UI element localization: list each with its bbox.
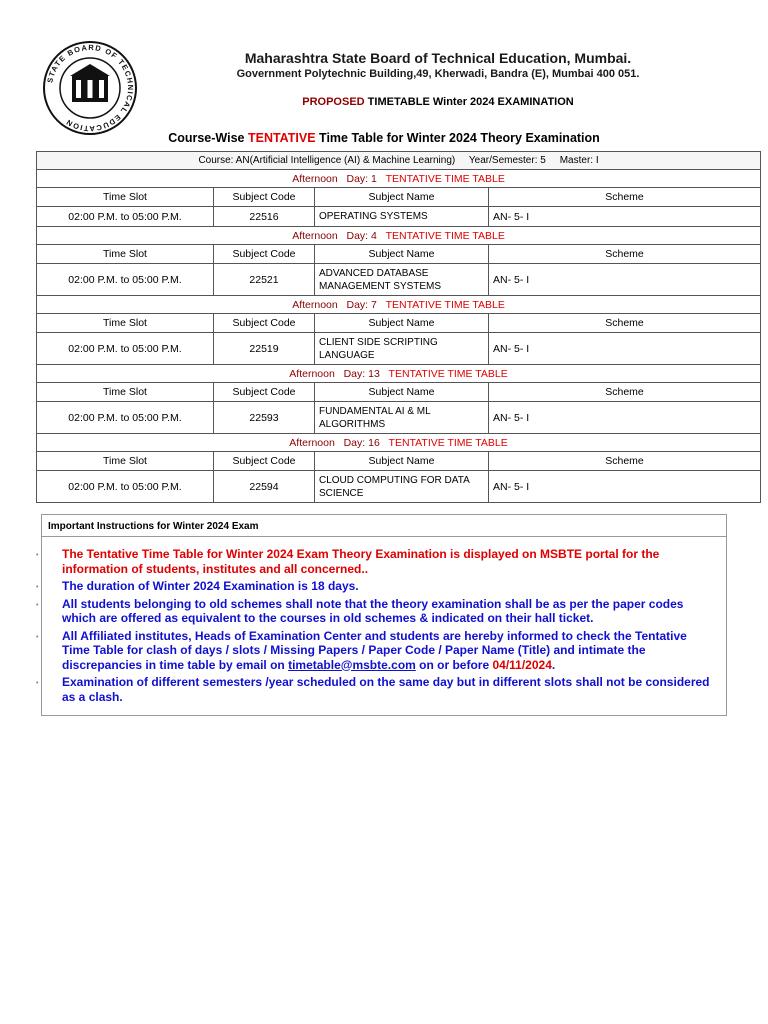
session-label: Afternoon <box>292 229 338 242</box>
day-header <box>37 296 761 314</box>
time-slot: 02:00 P.M. to 05:00 P.M. <box>37 207 214 227</box>
subject-name: FUNDAMENTAL AI & ML ALGORITHMS <box>315 402 489 434</box>
col-subject-code: Subject Code <box>214 188 315 207</box>
day-header <box>37 227 761 245</box>
table-row <box>37 402 761 434</box>
timetable <box>36 151 761 503</box>
subject-code: 22519 <box>214 333 315 365</box>
tentative-tag: TENTATIVE TIME TABLE <box>385 172 505 185</box>
deadline-date: 04/11/2024 <box>492 657 552 672</box>
subject-code: 22593 <box>214 402 315 434</box>
col-subject-code: Subject Code <box>214 452 315 471</box>
table-row <box>37 333 761 365</box>
instructions-list <box>42 547 726 704</box>
day-label: Day: 4 <box>346 229 377 242</box>
msbte-logo <box>42 40 138 136</box>
instruction-text: All Affiliated institutes, Heads of Examination Center and students are hereby informed to check the Tentative Time Table for clash of days / slots / Missing Papers / Paper Code / Paper Name (Title) and intimate the discrepancies in time table by email on <box>62 628 687 672</box>
col-subject-name: Subject Name <box>315 452 489 471</box>
course-info-row <box>37 152 761 170</box>
subject-name: OPERATING SYSTEMS <box>315 207 489 227</box>
column-header-row <box>37 383 761 402</box>
col-subject-name: Subject Name <box>315 383 489 402</box>
col-scheme: Scheme <box>489 188 761 207</box>
col-subject-name: Subject Name <box>315 314 489 333</box>
time-slot: 02:00 P.M. to 05:00 P.M. <box>37 333 214 365</box>
col-time-slot: Time Slot <box>37 383 214 402</box>
instructions-heading: Important Instructions for Winter 2024 Exam <box>42 515 726 537</box>
session-label: Afternoon <box>292 298 338 311</box>
col-scheme: Scheme <box>489 383 761 402</box>
tentative-tag: TENTATIVE TIME TABLE <box>388 436 508 449</box>
instruction-text: on or before <box>415 657 493 672</box>
scheme: AN- 5- I <box>489 207 761 227</box>
course-wise-title <box>0 131 768 145</box>
instruction-item: • The Tentative Time Table for Winter 2024 Exam Theory Examination is displayed on MSBTE portal for the information of students, institutes and all concerned.. <box>42 547 726 576</box>
email-link[interactable]: timetable@msbte.com <box>288 657 416 672</box>
instruction-item: • Examination of different semesters /year scheduled on the same day but in different slots shall not be considered as a clash. <box>42 675 726 704</box>
tentative-tag: TENTATIVE TIME TABLE <box>385 298 505 311</box>
day-header <box>37 170 761 188</box>
col-time-slot: Time Slot <box>37 188 214 207</box>
board-address: Government Polytechnic Building,49, Kherwadi, Bandra (E), Mumbai 400 051. <box>236 68 640 80</box>
col-subject-name: Subject Name <box>315 188 489 207</box>
table-row <box>37 207 761 227</box>
instruction-item: • The duration of Winter 2024 Examination is 18 days. <box>42 579 726 594</box>
svg-text:STATE BOARD OF TECHNICAL EDUCA: STATE BOARD OF TECHNICAL EDUCATION <box>45 42 136 134</box>
session-label: Afternoon <box>289 367 335 380</box>
scheme: AN- 5- I <box>489 264 761 296</box>
col-subject-code: Subject Code <box>214 314 315 333</box>
day-label: Day: 16 <box>343 436 380 449</box>
col-time-slot: Time Slot <box>37 452 214 471</box>
subject-code: 22594 <box>214 471 315 503</box>
scheme: AN- 5- I <box>489 333 761 365</box>
proposed-prefix: PROPOSED <box>302 96 365 108</box>
col-subject-name: Subject Name <box>315 245 489 264</box>
session-label: Afternoon <box>289 436 335 449</box>
subject-code: 22521 <box>214 264 315 296</box>
tentative-tag: TENTATIVE TIME TABLE <box>385 229 505 242</box>
subject-name: ADVANCED DATABASE MANAGEMENT SYSTEMS <box>315 264 489 296</box>
time-slot: 02:00 P.M. to 05:00 P.M. <box>37 402 214 434</box>
day-header <box>37 365 761 383</box>
col-time-slot: Time Slot <box>37 245 214 264</box>
day-header <box>37 434 761 452</box>
course-title-pre: Course-Wise <box>168 131 245 145</box>
day-header-row <box>37 434 761 452</box>
instruction-text: . <box>551 657 556 672</box>
col-time-slot: Time Slot <box>37 314 214 333</box>
time-slot: 02:00 P.M. to 05:00 P.M. <box>37 264 214 296</box>
subject-code: 22516 <box>214 207 315 227</box>
day-header-row <box>37 365 761 383</box>
subject-name: CLIENT SIDE SCRIPTING LANGUAGE <box>315 333 489 365</box>
instructions-box <box>41 514 727 716</box>
tentative-tag: TENTATIVE TIME TABLE <box>388 367 508 380</box>
column-header-row <box>37 314 761 333</box>
day-header-row <box>37 227 761 245</box>
column-header-row <box>37 452 761 471</box>
day-label: Day: 13 <box>343 367 380 380</box>
day-label: Day: 1 <box>346 172 377 185</box>
proposed-rest: TIMETABLE Winter 2024 EXAMINATION <box>367 96 574 108</box>
col-subject-code: Subject Code <box>214 383 315 402</box>
instruction-item: • All students belonging to old schemes shall note that the theory examination shall be as per the paper codes which are offered as equivalent to the courses in old schemes & indicated on their hall ticket. <box>42 597 726 626</box>
session-label: Afternoon <box>292 172 338 185</box>
course-info: Course: AN(Artificial Intelligence (AI) & Machine Learning) Year/Semester: 5 Master: I <box>37 152 761 170</box>
scheme: AN- 5- I <box>489 471 761 503</box>
course-title-highlight: TENTATIVE <box>247 131 316 145</box>
table-row <box>37 264 761 296</box>
day-label: Day: 7 <box>346 298 377 311</box>
column-header-row <box>37 188 761 207</box>
col-scheme: Scheme <box>489 452 761 471</box>
board-title: Maharashtra State Board of Technical Education, Mumbai. <box>244 50 632 66</box>
proposed-title <box>160 96 716 108</box>
column-header-row <box>37 245 761 264</box>
instruction-item <box>42 629 726 673</box>
table-row <box>37 471 761 503</box>
day-header-row <box>37 296 761 314</box>
subject-name: CLOUD COMPUTING FOR DATA SCIENCE <box>315 471 489 503</box>
col-subject-code: Subject Code <box>214 245 315 264</box>
course-title-post: Time Table for Winter 2024 Theory Examination <box>319 131 600 145</box>
scheme: AN- 5- I <box>489 402 761 434</box>
col-scheme: Scheme <box>489 314 761 333</box>
day-header-row <box>37 170 761 188</box>
col-scheme: Scheme <box>489 245 761 264</box>
time-slot: 02:00 P.M. to 05:00 P.M. <box>37 471 214 503</box>
